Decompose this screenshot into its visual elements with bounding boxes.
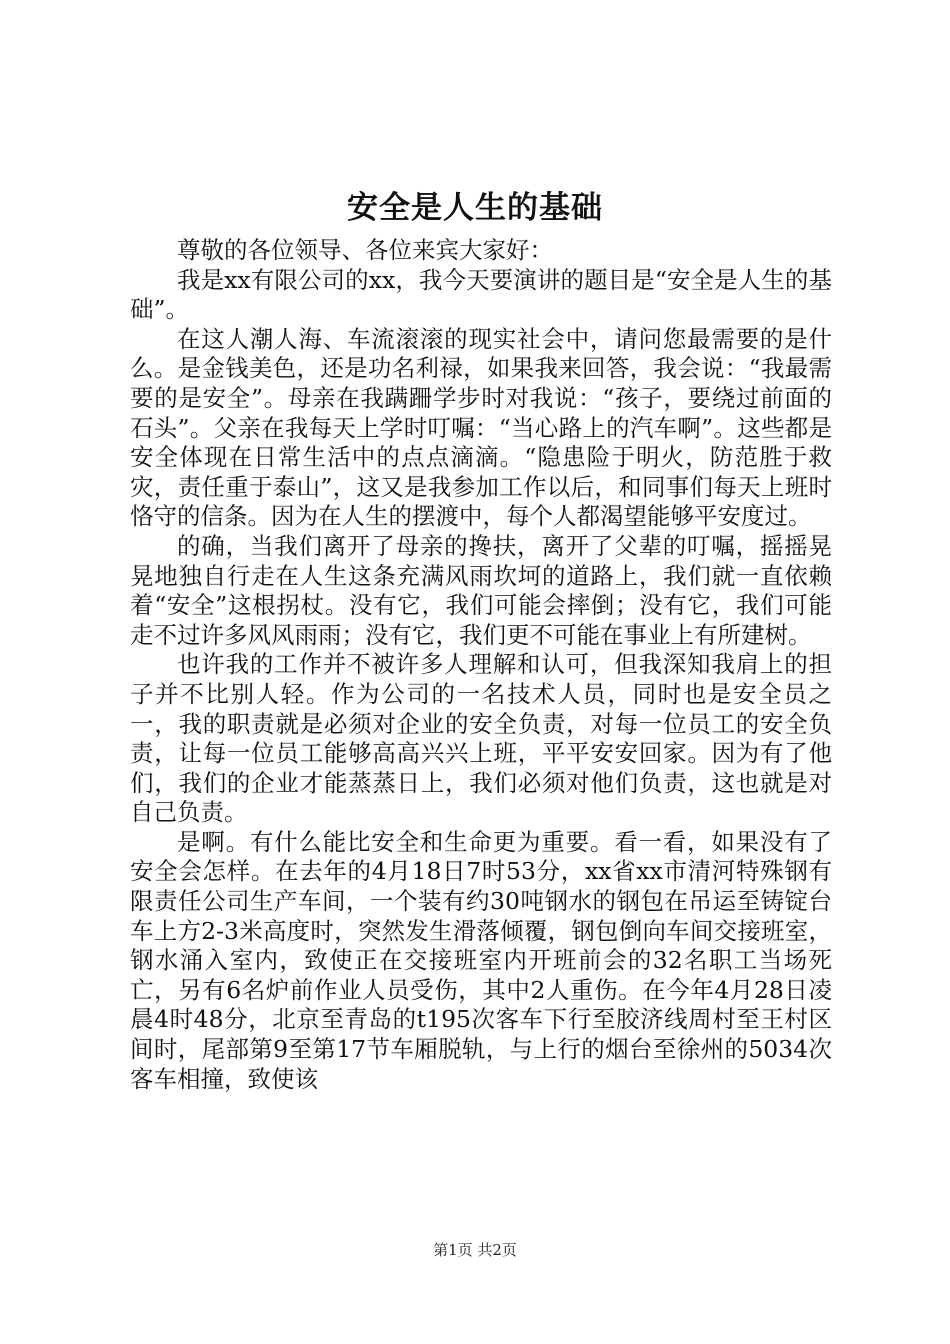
body-paragraph: 是啊。有什么能比安全和生命更为重要。看一看，如果没有了安全会怎样。在去年的4月18日7时53分，xx省xx市清河特殊钢有限责任公司生产车间，一个装有约30吨钢水的钢包在吊运至铸锭台车上方2-3米高度时，突然发生滑落倾覆，钢包倒向车间交接班室，钢水涌入室内，致使正在交接班室内开班前会的32名职工当场死亡，另有6名炉前作业人员受伤，其中2人重伤。在今年4月28日凌晨4时48分，北京至青岛的t195次客车下行至胶济线周村至王村区间时，尾部第9至第17节车厢脱轨，与上行的烟台至徐州的5034次客车相撞，致使该 [130, 827, 832, 1093]
page-number-footer: 第1页 共2页 [433, 1241, 517, 1259]
body-paragraph: 也许我的工作并不被许多人理解和认可，但我深知我肩上的担子并不比别人轻。作为公司的一名技术人员，同时也是安全员之一，我的职责就是必须对企业的安全负责，对每一位员工的安全负责，让每一位员工能够高高兴兴上班，平平安安回家。因为有了他们，我们的企业才能蒸蒸日上，我们必须对他们负责，这也就是对自己负责。 [130, 650, 832, 827]
intro-paragraph: 我是xx有限公司的xx，我今天要演讲的题目是“安全是人生的基础”。 [130, 265, 832, 324]
body-paragraph: 在这人潮人海、车流滚滚的现实社会中，请问您最需要的是什么。是金钱美色，还是功名利禄，如果我来回答，我会说：“我最需要的是安全”。母亲在我蹒跚学步时对我说：“孩子，要绕过前面的石头”。父亲在我每天上学时叮嘱：“当心路上的汽车啊”。这些都是安全体现在日常生活中的点点滴滴。“隐患险于明火，防范胜于救灾，责任重于泰山”，这又是我参加工作以后，和同事们每天上班时恪守的信条。因为在人生的摆渡中，每个人都渴望能够平安度过。 [130, 324, 832, 531]
document-body [130, 236, 832, 1094]
body-paragraph: 的确，当我们离开了母亲的搀扶，离开了父辈的叮嘱，摇摇晃晃地独自行走在人生这条充满风雨坎坷的道路上，我们就一直依赖着“安全”这根拐杖。没有它，我们可能会摔倒；没有它，我们可能走不过许多风风雨雨；没有它，我们更不可能在事业上有所建树。 [130, 531, 832, 649]
salutation-paragraph: 尊敬的各位领导、各位来宾大家好： [177, 236, 553, 264]
document-title: 安全是人生的基础 [347, 190, 603, 226]
